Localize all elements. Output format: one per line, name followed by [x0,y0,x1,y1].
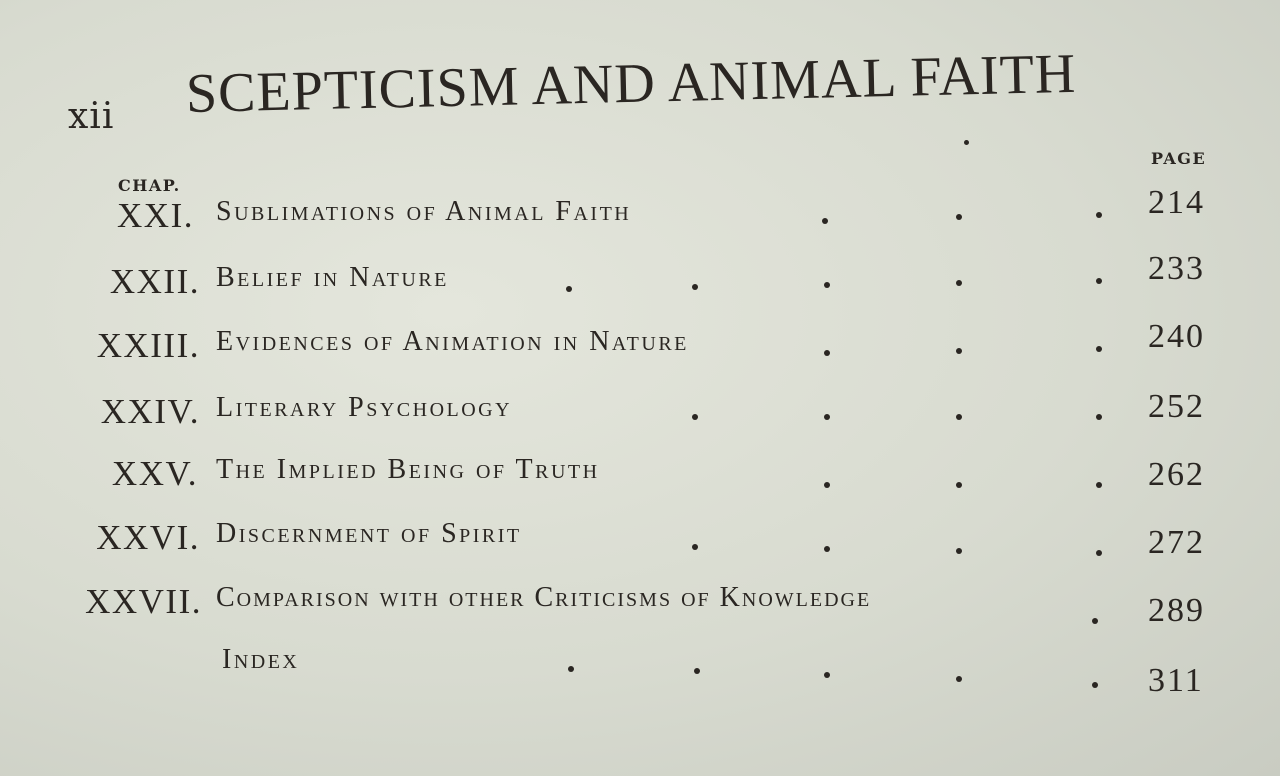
leader-dot [692,284,698,290]
leader-dot [956,214,962,220]
leader-dot [692,414,698,420]
leader-dot [956,676,962,682]
page-number: xii [68,96,115,137]
toc-entry [0,518,1280,568]
leader-dot [1096,346,1102,352]
leader-dot [956,548,962,554]
chapter-numeral: XXI. [117,196,194,235]
leader-dot [1092,682,1098,688]
leader-dot [1096,550,1102,556]
running-head-title: SCEPTICISM AND ANIMAL FAITH [185,42,1077,125]
chapter-page: 289 [1148,592,1205,629]
leader-dot [824,546,830,552]
chapter-column-label: CHAP. [118,176,181,195]
leader-dot [566,286,572,292]
chapter-numeral: XXVI. [96,518,200,557]
leader-dot [956,482,962,488]
leader-dot [824,282,830,288]
chapter-page: 240 [1148,318,1205,355]
toc-entry [0,388,1280,442]
index-page: 311 [1148,662,1204,699]
leader-dot [824,672,830,678]
chapter-page: 252 [1148,388,1205,425]
leader-dot [568,666,574,672]
chapter-numeral: XXV. [111,454,198,493]
chapter-title: Comparison with other Criticisms of Knowledge [216,582,872,613]
leader-dot [824,350,830,356]
toc-entry [0,454,1280,504]
chapter-numeral: XXIII. [96,326,200,365]
leader-dot [956,348,962,354]
chapter-numeral: XXIV. [100,392,200,431]
chapter-page: 233 [1148,250,1205,287]
chapter-title: Belief in Nature [216,262,449,293]
leader-dot [1092,618,1098,624]
chapter-title: Discernment of Spirit [216,518,522,549]
page-column-label: PAGE [1151,149,1207,168]
chapter-page: 272 [1148,524,1205,561]
chapter-page: 214 [1148,184,1205,221]
leader-dot [824,414,830,420]
leader-dot [824,482,830,488]
chapter-numeral: XXVII. [85,582,202,621]
index-title: Index [222,644,300,675]
chapter-title: Evidences of Animation in Nature [216,326,689,357]
leader-dot [956,280,962,286]
leader-dot [692,544,698,550]
chapter-page: 262 [1148,456,1205,493]
leader-dot [1096,414,1102,420]
leader-dot [956,414,962,420]
leader-dot [822,218,828,224]
leader-dot [694,668,700,674]
chapter-title: Literary Psychology [216,392,513,423]
toc-entry [0,318,1280,376]
stray-dot [964,140,969,145]
leader-dot [1096,482,1102,488]
toc-entry [0,644,1280,699]
toc-entry [0,250,1280,312]
leader-dot [1096,212,1102,218]
chapter-numeral: XXII. [109,262,200,301]
leader-dot [1096,278,1102,284]
chapter-title: Sublimations of Animal Faith [216,196,632,227]
toc-entry [0,582,1280,632]
chapter-title: The Implied Being of Truth [216,454,600,485]
